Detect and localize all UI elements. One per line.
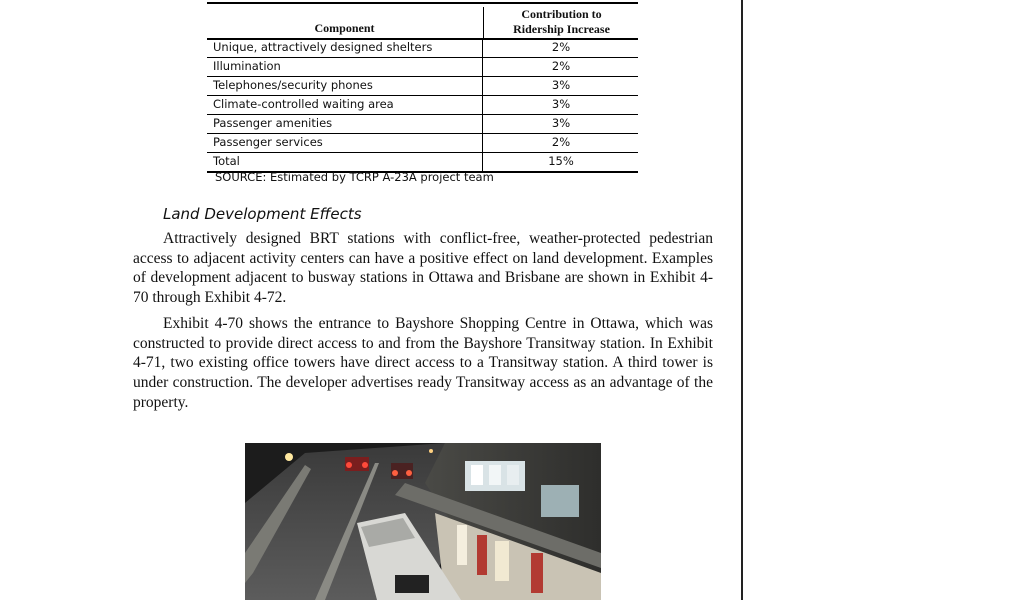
row-value: 15%: [482, 153, 639, 171]
row-value: 2%: [482, 39, 639, 57]
paragraph: Attractively designed BRT stations with conflict-free, weather-protected pedestrian access to adjacent activity centers can have a positive effect on land development. Examples of development adjacent to busway stations in Ottawa and Brisbane are shown in Exhibit 4-70 through Exhibit 4-72.: [133, 230, 713, 307]
header-contribution: [483, 7, 639, 38]
section-heading: Land Development Effects: [163, 205, 362, 223]
header-contribution-line1: Contribution to: [521, 7, 602, 21]
paragraph: Exhibit 4-70 shows the entrance to Bayshore Shopping Centre in Ottawa, which was constructed to provide direct access to and from the Bayshore Transitway station. In Exhibit 4-71, two existing office towers have direct access to a Transitway station. A third tower is under construction. The developer advertises ready Transitway access as an advantage of the property.: [133, 315, 713, 411]
row-component: Passenger services: [213, 135, 323, 149]
row-component: Telephones/security phones: [213, 78, 373, 92]
table-row: [207, 96, 638, 115]
table-row: [207, 134, 638, 153]
table-row: [207, 58, 638, 77]
page-edge-divider: [741, 0, 743, 600]
row-value: 2%: [482, 134, 639, 152]
row-value: 3%: [482, 77, 639, 95]
row-component: Unique, attractively designed shelters: [213, 40, 433, 54]
row-component: Illumination: [213, 59, 281, 73]
row-value: 3%: [482, 115, 639, 133]
table-source-note: SOURCE: Estimated by TCRP A-23A project team: [215, 170, 494, 184]
row-value: 3%: [482, 96, 639, 114]
row-component: Passenger amenities: [213, 116, 333, 130]
table-body: [207, 39, 638, 173]
header-contribution-line2: Ridership Increase: [513, 22, 610, 36]
table-row: [207, 115, 638, 134]
table-row: [207, 39, 638, 58]
station-photo: [245, 443, 601, 600]
row-value: 2%: [482, 58, 639, 76]
row-component: Total: [213, 154, 240, 168]
row-component: Climate-controlled waiting area: [213, 97, 394, 111]
station-photo-illustration: [245, 443, 601, 600]
header-component: Component: [314, 21, 375, 35]
table-row: [207, 77, 638, 96]
table-header: [207, 4, 638, 40]
